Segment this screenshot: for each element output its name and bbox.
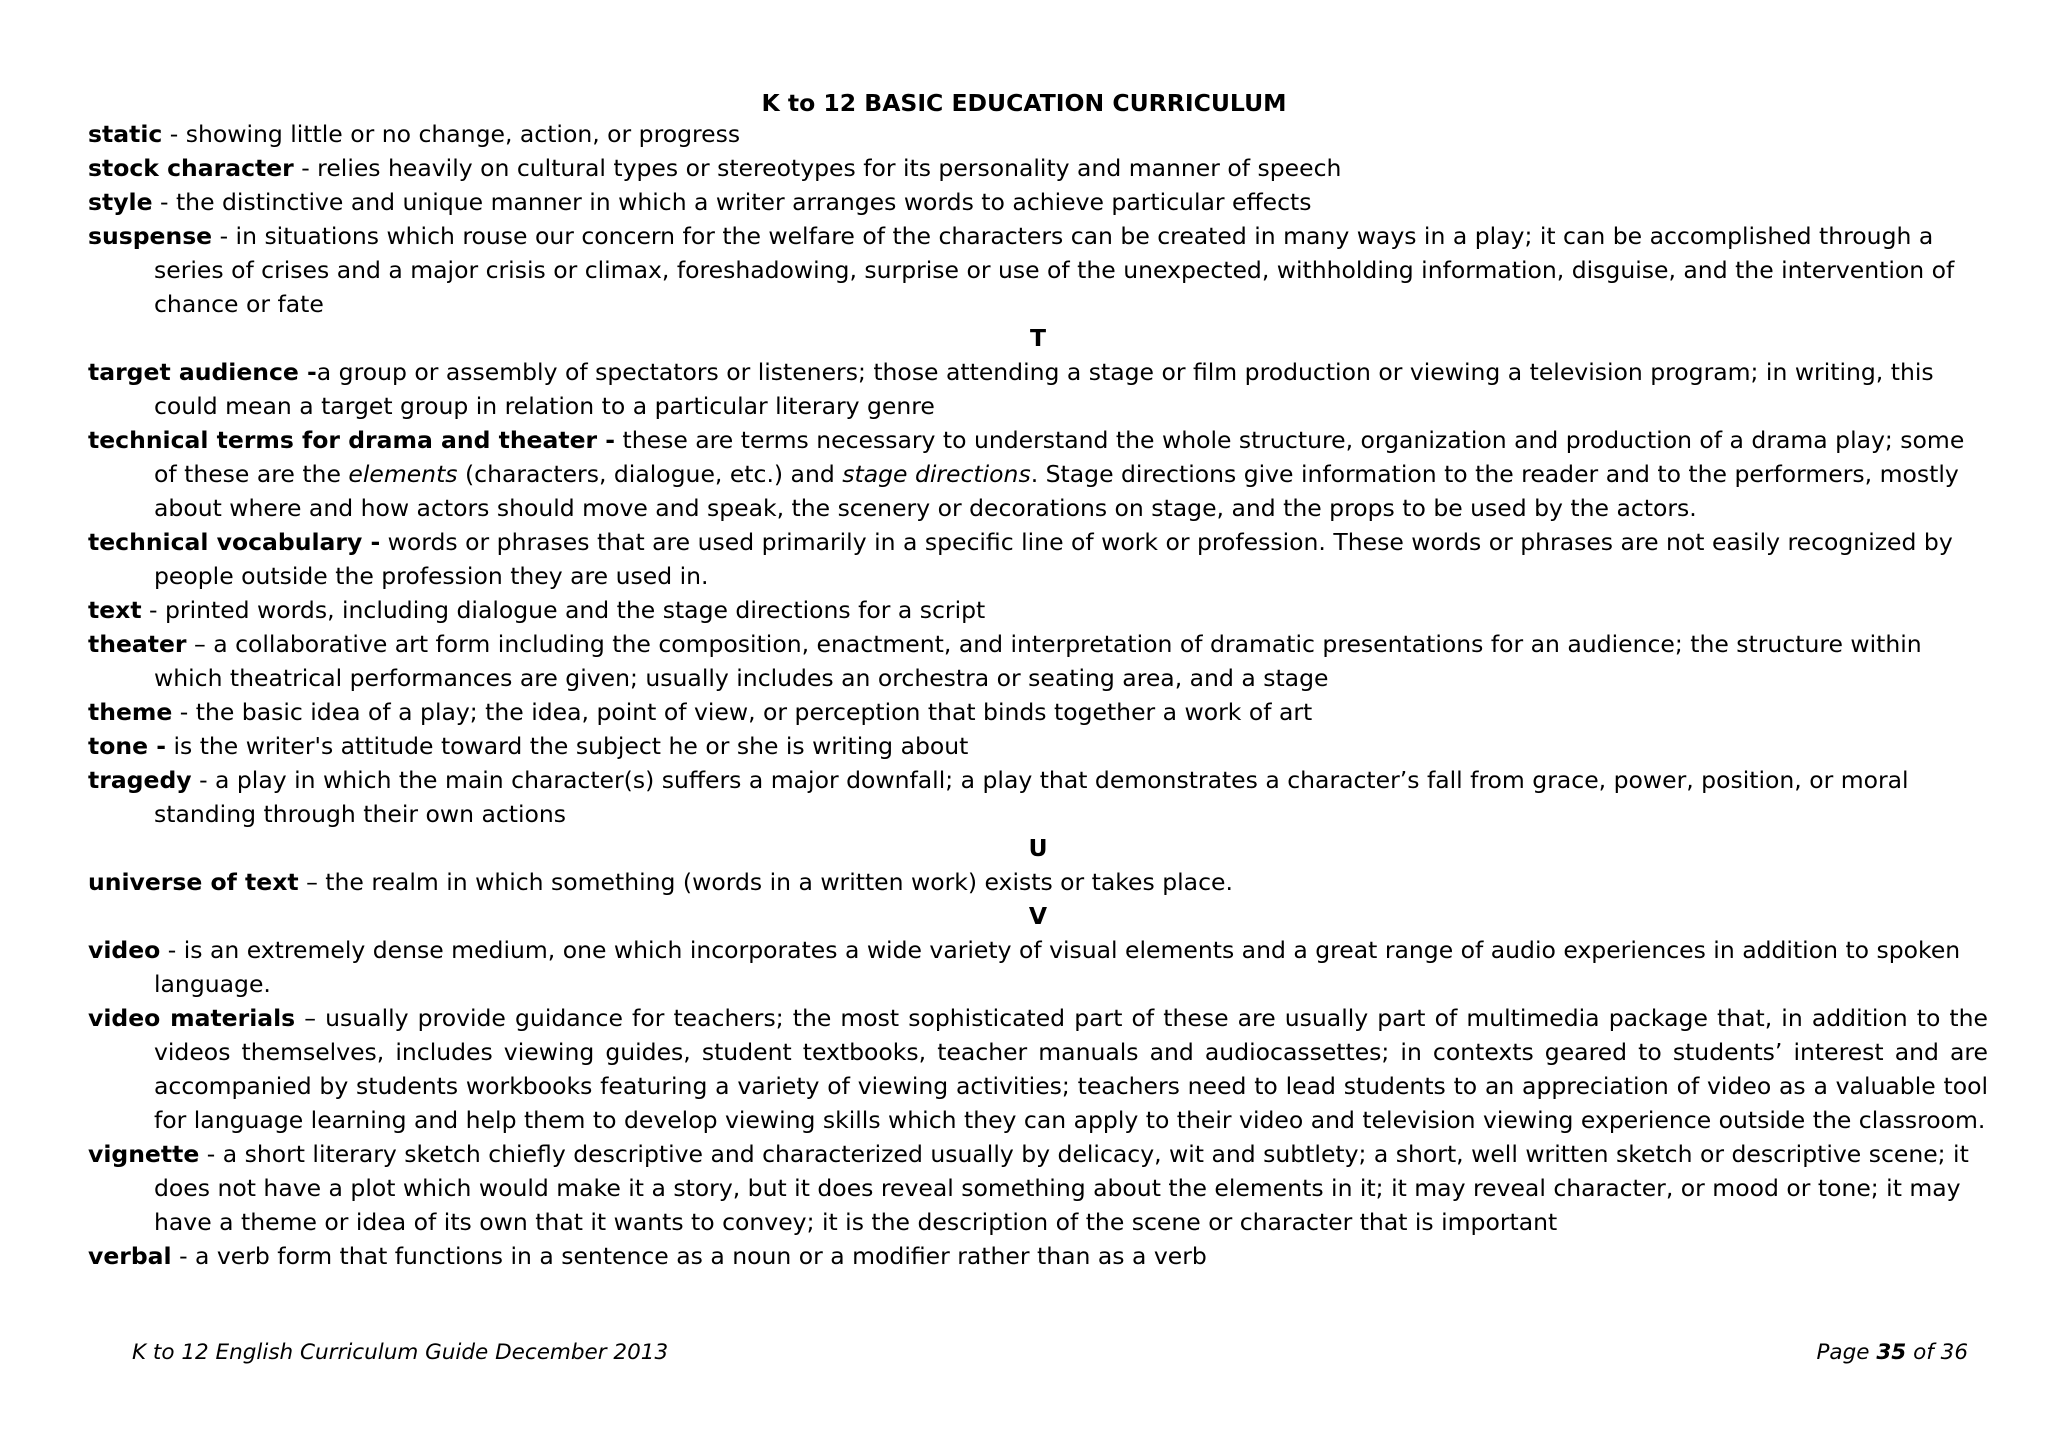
entry-definition: - in situations which rouse our concern for the welfare of the characters can be created in many ways in a play; it can be accomplished through a series of crises and a major crisis or climax, foreshadowing, surprise or use of the unexpected, withholding information, disguise, and the intervention of chance or fate — [154, 222, 1955, 318]
current-page-number: 35 — [1876, 1340, 1907, 1365]
section-letter-v: V — [1028, 902, 1048, 930]
entry-definition: – the realm in which something (words in a written work) exists or takes place. — [298, 868, 1233, 896]
glossary-entry-target-audience — [88, 355, 1988, 423]
entry-definition: - a verb form that functions in a sentence as a noun or a modifier rather than as a verb — [171, 1242, 1207, 1270]
glossary-entry-text — [88, 593, 1988, 627]
entry-definition: - relies heavily on cultural types or stereotypes for its personality and manner of speech — [293, 154, 1342, 182]
entry-term: vignette — [88, 1140, 200, 1168]
emphasis-stage-directions: stage directions — [842, 460, 1031, 488]
entry-definition: – a collaborative art form including the composition, enactment, and interpretation of dramatic presentations for an audience; the structure within which theatrical performances are given; usually includes an orchestra or seating area, and a stage — [154, 630, 1922, 692]
glossary-entry-universe-of-text — [88, 865, 1988, 899]
entry-term: verbal — [88, 1242, 172, 1270]
glossary-entry-video — [88, 933, 1988, 1001]
entry-term: universe of text — [88, 868, 299, 896]
entry-definition: - a play in which the main character(s) suffers a major downfall; a play that demonstrates a character’s fall from grace, power, position, or moral standing through their own actions — [154, 766, 1909, 828]
glossary-entry-technical-vocabulary — [88, 525, 1988, 593]
entry-term: technical vocabulary - — [88, 528, 381, 556]
emphasis-elements: elements — [348, 460, 458, 488]
entry-term: style — [88, 188, 153, 216]
glossary-entry-technical-terms — [88, 423, 1988, 525]
glossary-entry-theater — [88, 627, 1988, 695]
entry-term: video materials — [88, 1004, 296, 1032]
glossary-entry-stock-character — [88, 151, 1988, 185]
entry-definition: words or phrases that are used primarily in a specific line of work or profession. These words or phrases are not easily recognized by people outside the profession they are used in. — [154, 528, 1953, 590]
entry-term: theme — [88, 698, 173, 726]
footer-page-number — [1816, 1338, 1968, 1368]
entry-definition: a group or assembly of spectators or listeners; those attending a stage or film production or viewing a television program; in writing, this could mean a target group in relation to a particular literary genre — [154, 358, 1934, 420]
glossary-entry-tone — [88, 729, 1988, 763]
page-title: K to 12 BASIC EDUCATION CURRICULUM — [761, 89, 1287, 117]
glossary-entry-verbal — [88, 1239, 1988, 1273]
entry-definition: – usually provide guidance for teachers; the most sophisticated part of these are usually part of multimedia package that, in addition to the videos themselves, includes viewing guides, student textbooks, teacher manuals and audiocassettes; in contexts geared to students’ interest and are accompanied by students workbooks featuring a variety of viewing activities; teachers need to lead students to an appreciation of video as a valuable tool for language learning and help them to develop viewing skills which they can apply to their video and television viewing experience outside the classroom. — [154, 1004, 1988, 1134]
glossary-entry-static — [88, 117, 1988, 151]
entry-definition: - a short literary sketch chiefly descriptive and characterized usually by delicacy, wit and subtlety; a short, well written sketch or descriptive scene; it does not have a plot which would make it a story, but it does reveal something about the elements in it; it may reveal character, or mood or tone; it may have a theme or idea of its own that it wants to convey; it is the description of the scene or character that is important — [154, 1140, 1969, 1236]
footer-page-prefix: Page — [1816, 1340, 1877, 1365]
glossary — [88, 117, 1988, 1273]
section-letter-t: T — [1029, 324, 1047, 352]
entry-term: text — [88, 596, 142, 624]
glossary-entry-tragedy — [88, 763, 1988, 831]
glossary-entry-style — [88, 185, 1988, 219]
entry-definition: these are terms necessary to understand the whole structure, organization and production of a drama play; some of these are the — [154, 426, 1965, 488]
footer-page-suffix: of 36 — [1906, 1340, 1968, 1365]
entry-term: target audience - — [88, 358, 317, 386]
entry-definition: - is an extremely dense medium, one which incorporates a wide variety of visual elements and a great range of audio experiences in addition to spoken language. — [154, 936, 1961, 998]
entry-term: tone - — [88, 732, 166, 760]
glossary-entry-suspense — [88, 219, 1988, 321]
glossary-entry-theme — [88, 695, 1988, 729]
entry-definition: - showing little or no change, action, or progress — [162, 120, 741, 148]
footer-guide-title: K to 12 English Curriculum Guide December 2013 — [132, 1340, 669, 1365]
glossary-entry-video-materials — [88, 1001, 1988, 1137]
entry-definition: is the writer's attitude toward the subject he or she is writing about — [165, 732, 969, 760]
glossary-entry-vignette — [88, 1137, 1988, 1239]
entry-definition: - the distinctive and unique manner in which a writer arranges words to achieve particular effects — [152, 188, 1312, 216]
section-letter-u: U — [1028, 834, 1048, 862]
entry-definition: - the basic idea of a play; the idea, point of view, or perception that binds together a work of art — [172, 698, 1313, 726]
entry-term: technical terms for drama and theater - — [88, 426, 616, 454]
entry-term: static — [88, 120, 163, 148]
entry-definition: - printed words, including dialogue and the stage directions for a script — [141, 596, 986, 624]
entry-term: tragedy — [88, 766, 192, 794]
entry-term: stock character — [88, 154, 294, 182]
entry-term: video — [88, 936, 161, 964]
entry-definition-cont: (characters, dialogue, etc.) and — [457, 460, 843, 488]
entry-definition-cont: . Stage directions give information to the reader and to the performers, mostly about where and how actors should move and speak, the scenery or decorations on stage, and the props to be used by the actors. — [154, 460, 1959, 522]
entry-term: suspense — [88, 222, 213, 250]
entry-term: theater — [88, 630, 187, 658]
